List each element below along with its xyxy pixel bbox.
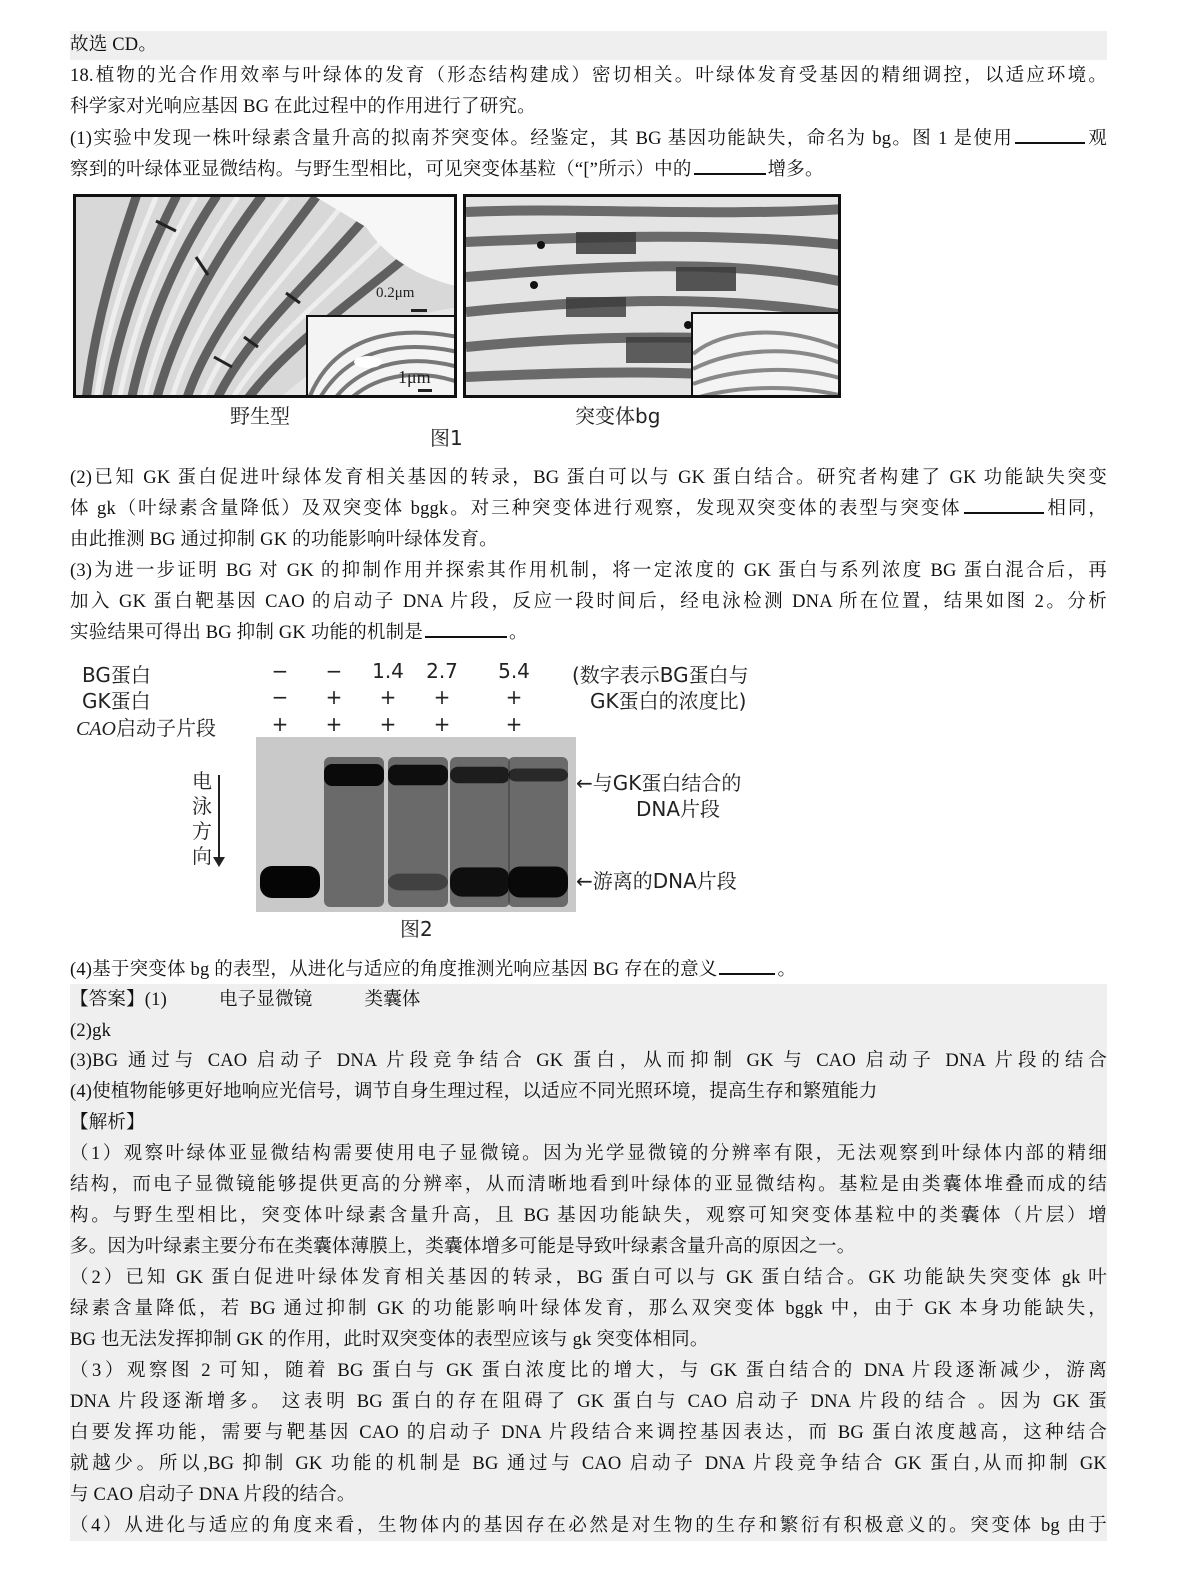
part2-line3: 由此推测 BG 通过抑制 GK 的功能影响叶绿体发育。 [70,530,498,550]
free-dna-band [508,866,568,897]
row-label-gk-protein: GK蛋白 [82,689,151,713]
lane-1-bg-value: − [271,659,289,683]
question-intro-line1 [70,61,1107,92]
part3-text-end: 。 [509,623,528,643]
part3-line3 [70,618,1107,649]
lane-3-bg-value: 1.4 [372,659,404,683]
analysis-line: （4）从进化与适应的角度来看，生物体内的基因存在必然是对生物的生存和繁衍有积极意义的。突变体 bg 由于 [70,1516,1107,1536]
question-number: 18. [70,66,94,86]
previous-answer: 故选 CD。 [70,35,158,55]
part1-line2 [70,155,1107,186]
analysis-line: 多。因为叶绿素主要分布在类囊体薄膜上，类囊体增多可能是导致叶绿素含量升高的原因之一。 [70,1237,856,1257]
figure-2 [70,655,850,945]
analysis-line: 构。与野生型相比，突变体叶绿素含量升高，且 BG 基因功能缺失，观察可知突变体基粒中的类囊体（片层）增 [70,1206,1107,1226]
figure1-label-wild-type: 野生型 [230,404,290,428]
analysis-line: 白要发挥功能，需要与靶基因 CAO 的启动子 DNA 片段结合来调控基因表达，而 BG 蛋白浓度越高，这种结合 [70,1423,1107,1443]
question-intro-line2: 科学家对光响应基因 BG 在此过程中的作用进行了研究。 [70,97,536,117]
lane-5-gk-value: + [505,685,523,709]
lane-3-gk-value: + [379,685,397,709]
row-label-bg-protein: BG蛋白 [82,663,151,687]
part4-text-end: 。 [777,960,797,980]
answer-line4: (4)使植物能够更好地响应光信号，调节自身生理过程，以适应不同光照环境，提高生存和繁殖能力 [70,1082,878,1102]
part1-line1 [70,124,1107,155]
answer-1-2: 类囊体 [364,990,421,1010]
direction-arrowhead-icon [213,857,225,867]
answer-blank-4[interactable] [425,618,507,638]
bound-dna-band [324,764,384,786]
figure2-title: 图2 [400,917,433,941]
part4-line [70,955,1107,986]
figure-1 [70,192,850,450]
lane-4-gk-value: + [433,685,451,709]
figure1-title: 图1 [430,426,463,450]
lane-3-cao-value: + [379,712,397,736]
lane-2-bg-value: − [325,659,343,683]
row-label-cao-promoter [76,712,216,741]
free-dna-band [450,867,510,896]
em-image-wild-type [73,194,457,398]
arrow-label-bound-dna-line2: DNA片段 [636,797,721,821]
part1-text2-end: 增多。 [767,160,824,180]
answer-line3: (3)BG 通过与 CAO 启动子 DNA 片段竞争结合 GK 蛋白，从而抑制 GK 与 CAO 启动子 DNA 片段的结合 [70,1051,1107,1071]
analysis-line: BG 也无法发挥抑制 GK 的作用，此时双突变体的表型应该与 gk 突变体相同。 [70,1330,709,1350]
figure1-label-mutant: 突变体bg [575,404,661,428]
direction-char: 电 [192,769,212,793]
lane-2-gk-value: + [325,685,343,709]
inset-wild-type [306,315,456,398]
part2-text-end: 相同， [1045,499,1107,519]
part3-line1: (3)为进一步证明 BG 对 GK 的抑制作用并探索其作用机制，将一定浓度的 GK 蛋白与系列浓度 BG 蛋白混合后，再 [70,561,1107,581]
bound-dna-band [508,769,568,782]
part1-text: (1)实验中发现一株叶绿素含量升高的拟南芥突变体。经鉴定，其 BG 基因功能缺失，命名为 bg。图 1 是使用 [70,129,1014,149]
free-dna-band [260,866,320,898]
answer-1-1: 电子显微镜 [218,990,313,1010]
analysis-line: 绿素含量降低，若 BG 通过抑制 GK 的功能影响叶绿体发育，那么双突变体 bggk 中，由于 GK 本身功能缺失， [70,1299,1107,1319]
scale-bar-label-inset: 1μm [398,367,431,387]
analysis-line: 结构，而电子显微镜能够提供更高的分辨率，从而清晰地看到叶绿体的亚显微结构。基粒是由类囊体堆叠而成的结 [70,1175,1107,1195]
cao-italic: CAO [76,718,116,740]
cao-suffix: 启动子片段 [116,716,216,740]
answer-line2: (2)gk [70,1021,112,1041]
answer-blank-3[interactable] [964,494,1044,514]
direction-char: 泳 [192,794,212,818]
answer-heading: 【答案】(1) [70,990,167,1010]
lane-4-cao-value: + [433,712,451,736]
lane-1-cao-value: + [271,712,289,736]
analysis-line: DNA 片段逐渐增多。 这表明 BG 蛋白的存在阻碍了 GK 蛋白与 CAO 启动子 DNA 片段的结合 。因为 GK 蛋 [70,1392,1107,1412]
answer-blank-5[interactable] [719,955,775,975]
lane-1-gk-value: − [271,685,289,709]
answer-blank-1[interactable] [1015,124,1085,144]
arrow-label-free-dna: ←游离的DNA片段 [576,869,737,893]
part2-text: 体 gk（叶绿素含量降低）及双突变体 bggk。对三种突变体进行观察，发现双突变体的表型与突变体 [70,499,962,519]
analysis-heading: 【解析】 [70,1113,145,1133]
part2-line1: (2)已知 GK 蛋白促进叶绿体发育相关基因的转录，BG 蛋白可以与 GK 蛋白结合。研究者构建了 GK 功能缺失突变 [70,468,1107,488]
part4-text: (4)基于突变体 bg 的表型，从进化与适应的角度推测光响应基因 BG 存在的意义 [70,960,718,980]
direction-char: 方 [192,819,212,843]
analysis-line: （3）观察图 2 可知，随着 BG 蛋白与 GK 蛋白浓度比的增大，与 GK 蛋白结合的 DNA 片段逐渐减少，游离 [70,1361,1107,1381]
question-intro-text: 植物的光合作用效率与叶绿体的发育（形态结构建成）密切相关。叶绿体发育受基因的精细调控，以适应环境。 [93,66,1107,86]
free-dna-band [388,874,448,891]
part1-text-end: 观 [1087,129,1108,149]
electrophoresis-direction [192,765,232,885]
analysis-line: （1）观察叶绿体亚显微结构需要使用电子显微镜。因为光学显微镜的分辨率有限，无法观察到叶绿体内部的精细 [70,1144,1107,1164]
part3-text: 实验结果可得出 BG 抑制 GK 功能的机制是 [70,623,424,643]
bound-dna-band [450,767,510,783]
lane-2-cao-value: + [325,712,343,736]
scale-bar-label-main: 0.2μm [376,285,415,301]
em-image-mutant-bg [463,194,841,398]
inset-mutant-bg [691,312,841,398]
concentration-note-line1: (数字表示BG蛋白与 [572,663,749,687]
analysis-line: 就越少。所以,BG 抑制 GK 功能的机制是 BG 通过与 CAO 启动子 DNA 片段竞争结合 GK 蛋白,从而抑制 GK [70,1454,1107,1474]
concentration-note-line2: GK蛋白的浓度比) [590,689,747,713]
part1-text2: 察到的叶绿体亚显微结构。与野生型相比，可见突变体基粒（“[”所示）中的 [70,160,692,180]
analysis-line: （2）已知 GK 蛋白促进叶绿体发育相关基因的转录，BG 蛋白可以与 GK 蛋白结合。GK 功能缺失突变体 gk 叶 [70,1268,1107,1288]
answer-blank-2[interactable] [694,155,766,175]
part3-line2: 加入 GK 蛋白靶基因 CAO 的启动子 DNA 片段，反应一段时间后，经电泳检测 DNA 所在位置，结果如图 2。分析 [70,592,1107,612]
direction-char: 向 [192,844,212,868]
lane-5-bg-value: 5.4 [498,659,530,683]
lane-5-cao-value: + [505,712,523,736]
answer-line1 [70,985,1107,1016]
lane-4-bg-value: 2.7 [426,659,458,683]
part2-line2 [70,494,1107,525]
analysis-line: 与 CAO 启动子 DNA 片段的结合。 [70,1485,356,1505]
direction-arrow-icon [218,775,220,857]
bound-dna-band [388,765,448,786]
gel-image [256,737,576,912]
arrow-label-bound-dna: ←与GK蛋白结合的 [576,771,742,795]
